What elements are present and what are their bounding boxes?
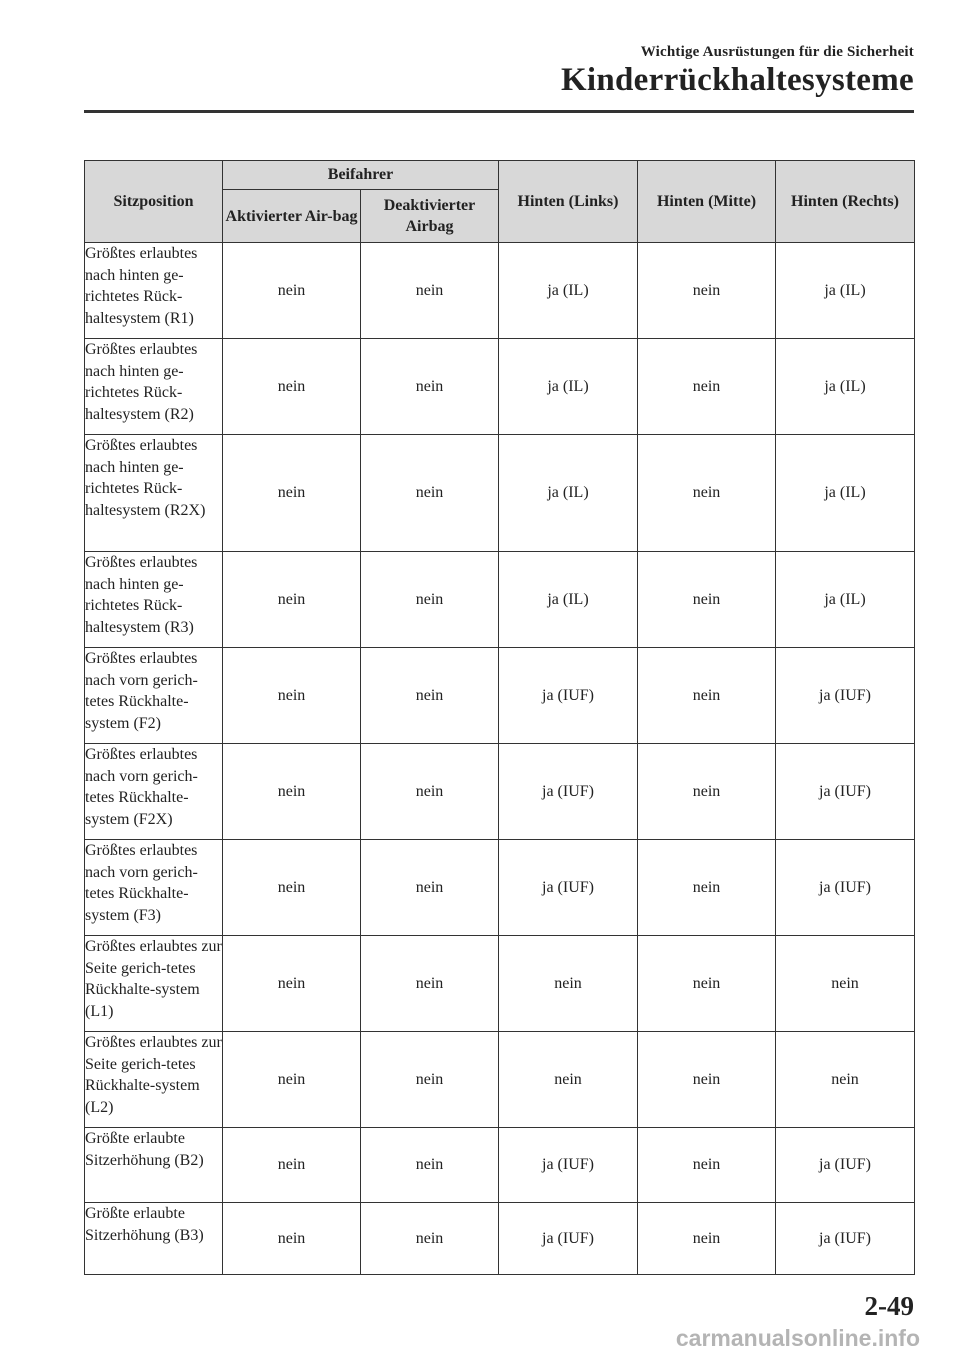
- cell-rear-right: nein: [776, 936, 915, 1032]
- cell-airbag-activated: nein: [223, 1203, 361, 1275]
- header-divider: [84, 110, 914, 113]
- cell-airbag-activated: nein: [223, 339, 361, 435]
- table-row: [85, 435, 915, 552]
- cell-rear-middle: nein: [638, 1203, 776, 1275]
- cell-rear-left: ja (IL): [499, 243, 638, 339]
- table-row: [85, 744, 915, 840]
- cell-airbag-activated: nein: [223, 648, 361, 744]
- row-label: Größtes erlaubtes nach vorn gerich-tetes Rückhalte-system (F3): [85, 840, 223, 936]
- cell-rear-middle: nein: [638, 840, 776, 936]
- cell-rear-middle: nein: [638, 648, 776, 744]
- cell-rear-left: nein: [499, 1032, 638, 1128]
- cell-rear-left: ja (IUF): [499, 744, 638, 840]
- cell-airbag-activated: nein: [223, 840, 361, 936]
- cell-airbag-deactivated: nein: [361, 552, 499, 648]
- cell-rear-left: ja (IUF): [499, 1128, 638, 1203]
- cell-rear-right: ja (IL): [776, 552, 915, 648]
- cell-rear-left: ja (IUF): [499, 1203, 638, 1275]
- table-row: [85, 1128, 915, 1203]
- watermark: carmanualsonline.info: [675, 1325, 920, 1351]
- cell-airbag-activated: nein: [223, 552, 361, 648]
- cell-rear-left: ja (IUF): [499, 840, 638, 936]
- cell-rear-middle: nein: [638, 243, 776, 339]
- cell-rear-left: nein: [499, 936, 638, 1032]
- table-row: [85, 552, 915, 648]
- cell-airbag-deactivated: nein: [361, 1032, 499, 1128]
- cell-rear-right: ja (IL): [776, 339, 915, 435]
- cell-rear-left: ja (IL): [499, 435, 638, 552]
- table-row: [85, 1032, 915, 1128]
- header-rear-right: Hinten (Rechts): [776, 161, 915, 243]
- cell-airbag-deactivated: nein: [361, 936, 499, 1032]
- cell-airbag-activated: nein: [223, 1128, 361, 1203]
- cell-airbag-deactivated: nein: [361, 840, 499, 936]
- page-title: Kinderrückhaltesysteme: [560, 62, 914, 98]
- row-label: Größtes erlaubtes zur Seite gerich-tetes Rückhalte-system (L1): [85, 936, 223, 1032]
- row-label: Größtes erlaubtes nach vorn gerich-tetes Rückhalte-system (F2X): [85, 744, 223, 840]
- cell-rear-right: nein: [776, 1032, 915, 1128]
- cell-airbag-deactivated: nein: [361, 744, 499, 840]
- row-label: Größtes erlaubtes nach hinten ge-richtetes Rück-haltesystem (R1): [85, 243, 223, 339]
- table-row: [85, 1203, 915, 1275]
- cell-rear-middle: nein: [638, 339, 776, 435]
- page-number: 2-49: [864, 1291, 914, 1321]
- table-row: [85, 339, 915, 435]
- cell-rear-middle: nein: [638, 936, 776, 1032]
- child-restraint-table: [84, 160, 915, 1275]
- table-row: [85, 243, 915, 339]
- cell-airbag-activated: nein: [223, 744, 361, 840]
- cell-rear-middle: nein: [638, 552, 776, 648]
- row-label: Größtes erlaubtes nach hinten ge-richtetes Rück-haltesystem (R3): [85, 552, 223, 648]
- cell-rear-right: ja (IL): [776, 435, 915, 552]
- section-subtitle: Wichtige Ausrüstungen für die Sicherheit: [640, 44, 914, 60]
- cell-airbag-deactivated: nein: [361, 1203, 499, 1275]
- cell-rear-right: ja (IUF): [776, 744, 915, 840]
- header-rear-middle: Hinten (Mitte): [638, 161, 776, 243]
- cell-airbag-deactivated: nein: [361, 435, 499, 552]
- header-seat-position: Sitzposition: [85, 161, 223, 243]
- cell-rear-right: ja (IL): [776, 243, 915, 339]
- cell-rear-left: ja (IL): [499, 339, 638, 435]
- cell-rear-middle: nein: [638, 744, 776, 840]
- cell-rear-middle: nein: [638, 1032, 776, 1128]
- table-row: [85, 936, 915, 1032]
- cell-airbag-deactivated: nein: [361, 1128, 499, 1203]
- row-label: Größtes erlaubtes nach vorn gerich-tetes Rückhalte-system (F2): [85, 648, 223, 744]
- header-front-passenger: Beifahrer: [223, 161, 499, 190]
- header-airbag-activated: Aktivierter Air-bag: [223, 190, 361, 243]
- cell-airbag-deactivated: nein: [361, 243, 499, 339]
- cell-rear-right: ja (IUF): [776, 1128, 915, 1203]
- cell-airbag-activated: nein: [223, 936, 361, 1032]
- cell-rear-middle: nein: [638, 1128, 776, 1203]
- cell-rear-right: ja (IUF): [776, 1203, 915, 1275]
- header-airbag-deactivated: Deaktivierter Airbag: [361, 190, 499, 243]
- cell-rear-left: ja (IUF): [499, 648, 638, 744]
- cell-airbag-deactivated: nein: [361, 339, 499, 435]
- row-label: Größte erlaubte Sitzerhöhung (B2): [85, 1128, 223, 1203]
- row-label: Größtes erlaubtes nach hinten ge-richtetes Rück-haltesystem (R2X): [85, 435, 223, 552]
- cell-rear-middle: nein: [638, 435, 776, 552]
- cell-airbag-activated: nein: [223, 1032, 361, 1128]
- table-row: [85, 840, 915, 936]
- cell-airbag-activated: nein: [223, 243, 361, 339]
- header-rear-left: Hinten (Links): [499, 161, 638, 243]
- table-row: [85, 648, 915, 744]
- row-label: Größtes erlaubtes nach hinten ge-richtetes Rück-haltesystem (R2): [85, 339, 223, 435]
- table-header-row: [85, 161, 915, 190]
- cell-rear-right: ja (IUF): [776, 840, 915, 936]
- row-label: Größtes erlaubtes zur Seite gerich-tetes Rückhalte-system (L2): [85, 1032, 223, 1128]
- cell-rear-right: ja (IUF): [776, 648, 915, 744]
- cell-airbag-activated: nein: [223, 435, 361, 552]
- cell-airbag-deactivated: nein: [361, 648, 499, 744]
- cell-rear-left: ja (IL): [499, 552, 638, 648]
- row-label: Größte erlaubte Sitzerhöhung (B3): [85, 1203, 223, 1275]
